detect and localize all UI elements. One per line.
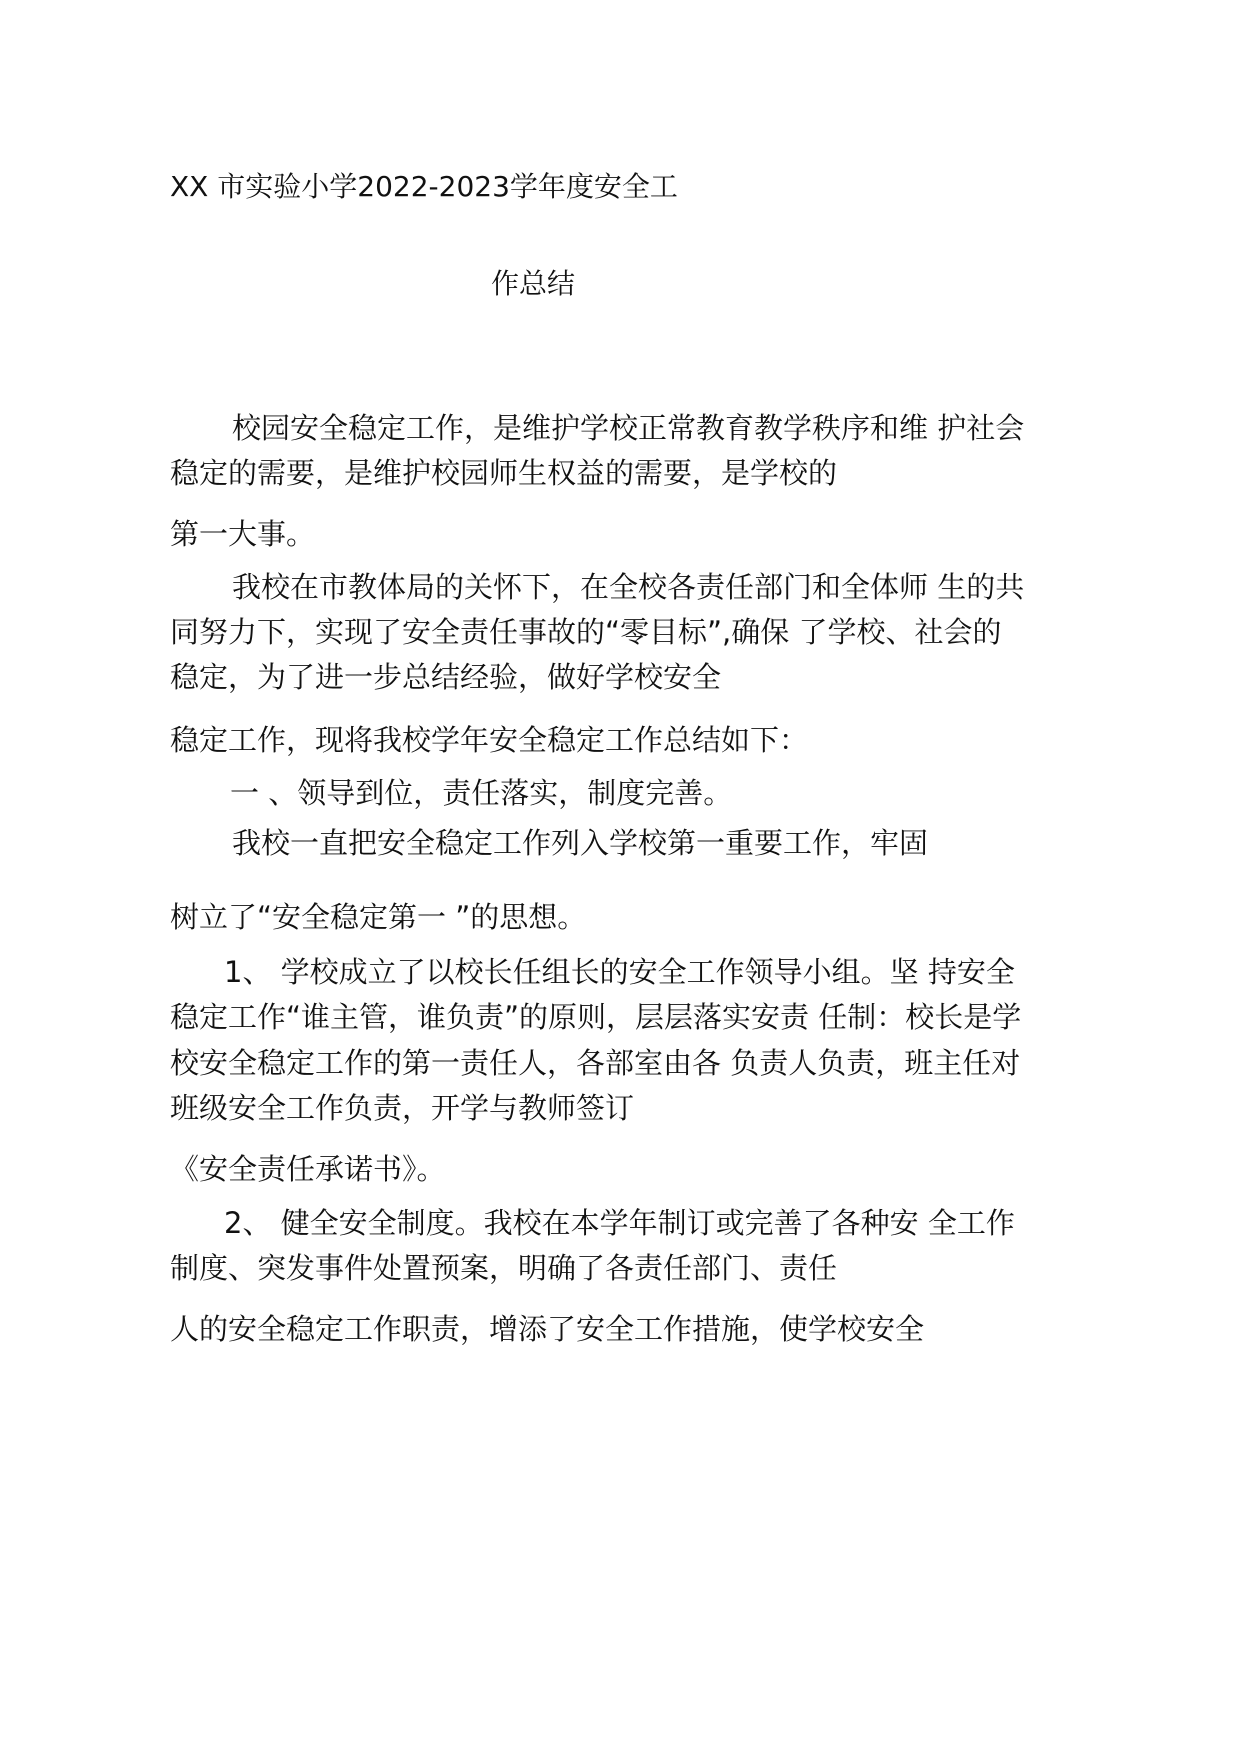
body-line: 校园安全稳定工作，是维护学校正常教育教学秩序和维 护社会	[232, 411, 1025, 445]
body-line: 稳定的需要，是维护校园师生权益的需要，是学校的	[170, 456, 838, 490]
document-title-line-2: 作总结	[491, 267, 576, 300]
body-line: 我校在市教体局的关怀下，在全校各责任部门和全体师 生的共	[232, 570, 1025, 604]
body-line: 树立了“安全稳定第一 ”的思想。	[170, 900, 587, 934]
body-line: 同努力下，实现了安全责任事故的“零目标”,确保 了学校、社会的	[170, 615, 1002, 649]
body-line: 班级安全工作负责，开学与教师签订	[170, 1091, 635, 1125]
section-heading: 一 、领导到位，责任落实，制度完善。	[230, 776, 733, 810]
body-line: 2、 健全安全制度。我校在本学年制订或完善了各种安 全工作	[224, 1206, 1015, 1240]
body-line: 制度、突发事件处置预案，明确了各责任部门、责任	[170, 1251, 838, 1285]
body-line: 我校一直把安全稳定工作列入学校第一重要工作，牢固	[232, 826, 929, 860]
body-line: 校安全稳定工作的第一责任人，各部室由各 负责人负责，班主任对	[170, 1046, 1021, 1080]
body-line: 稳定工作“谁主管，谁负责”的原则，层层落实安责 任制：校长是学	[170, 1000, 1022, 1034]
body-line: 《安全责任承诺书》。	[170, 1152, 446, 1186]
body-line: 稳定工作，现将我校学年安全稳定工作总结如下：	[170, 723, 809, 757]
body-line: 1、 学校成立了以校长任组长的安全工作领导小组。坚 持安全	[224, 955, 1015, 989]
body-line: 第一大事。	[170, 517, 316, 551]
body-line: 稳定，为了进一步总结经验，做好学校安全	[170, 660, 722, 694]
document-title-line-1: XX 市实验小学2022-2023学年度安全工	[170, 170, 678, 203]
body-line: 人的安全稳定工作职责，增添了安全工作措施，使学校安全	[170, 1312, 925, 1346]
